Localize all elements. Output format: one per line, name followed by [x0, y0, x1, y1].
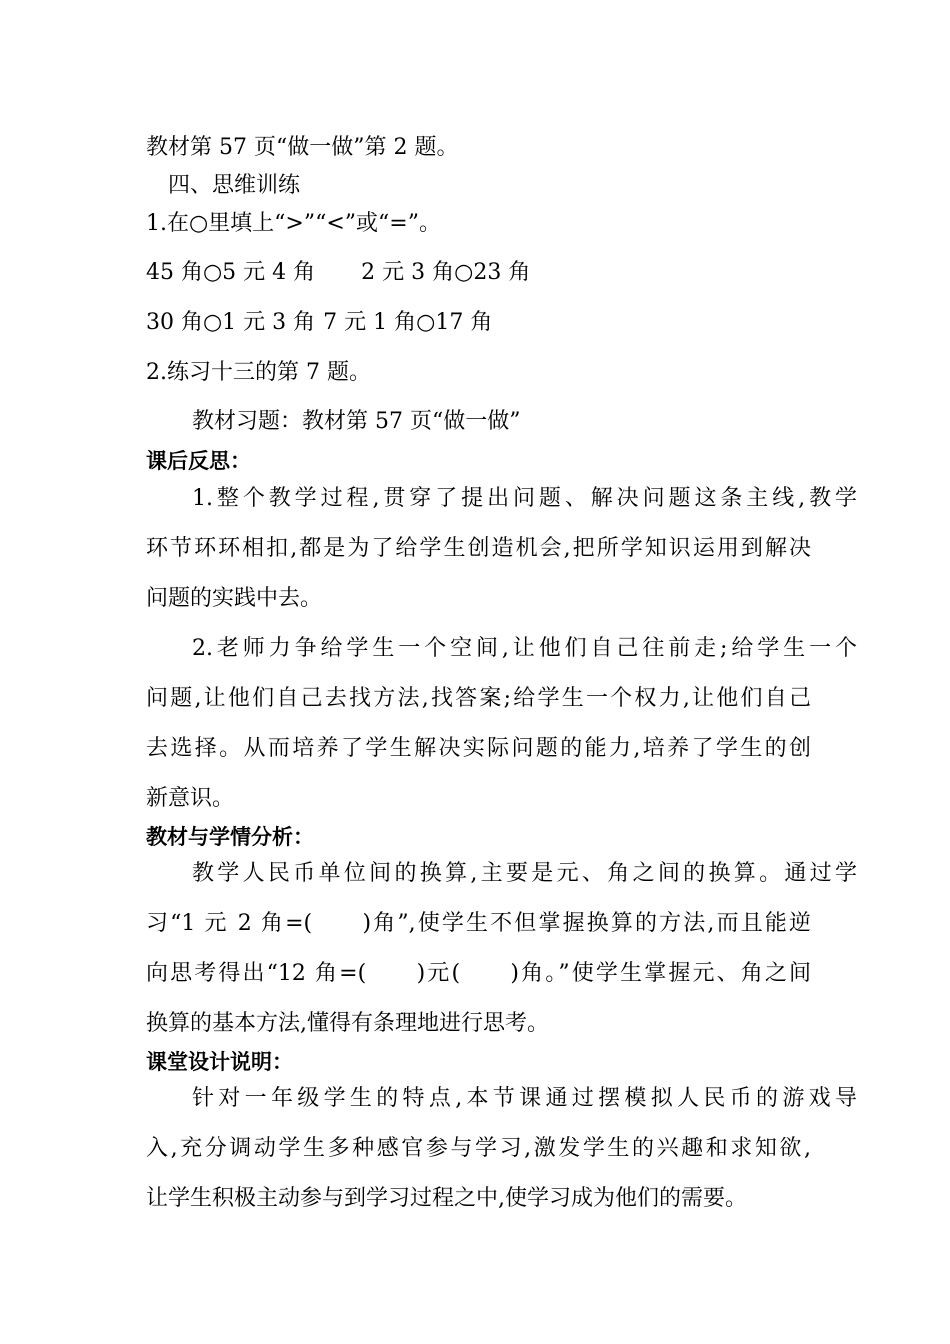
paragraph-line: 换算的基本方法,懂得有条理地进行思考。	[146, 1011, 549, 1036]
exercise-item: 30 角○1 元 3 角	[146, 310, 316, 335]
paragraph-line: 2.老师力争给学生一个空间,让他们自己往前走;给学生一个	[192, 636, 857, 661]
exercise-row	[146, 258, 811, 288]
paragraph-line: 1.整个教学过程,贯穿了提出问题、解决问题这条主线,教学	[192, 486, 857, 511]
heading-analysis: 教材与学情分析：	[146, 825, 314, 849]
heading-design: 课堂设计说明：	[146, 1050, 293, 1074]
paragraph-line: 针对一年级学生的特点,本节课通过摆模拟人民币的游戏导	[192, 1086, 857, 1111]
paragraph-line: 问题,让他们自己去找方法,找答案;给学生一个权力,让他们自己	[146, 686, 811, 711]
exercise-item: 7 元 1 角○17 角	[323, 310, 493, 335]
exercise-item: 45 角○5 元 4 角	[146, 260, 316, 285]
paragraph-line: 习“1 元 2 角=( )角”,使学生不但掌握换算的方法,而且能逆	[146, 911, 811, 936]
exercise-instruction: 1.在○里填上“>”“<”或“=”。	[146, 211, 441, 236]
paragraph-line: 入,充分调动学生多种感官参与学习,激发学生的兴趣和求知欲,	[146, 1136, 811, 1161]
exercise-item: 2 元 3 角○23 角	[361, 260, 531, 285]
exercise-row	[146, 308, 811, 338]
text-line: 教材习题：教材第 57 页“做一做”	[192, 409, 521, 434]
text-line: 教材第 57 页“做一做”第 2 题。	[146, 135, 459, 160]
paragraph-line: 新意识。	[146, 786, 235, 811]
paragraph-line: 问题的实践中去。	[146, 586, 323, 611]
section-title-thinking-training: 四、思维训练	[168, 173, 301, 198]
text-line: 2.练习十三的第 7 题。	[146, 360, 371, 385]
paragraph-line: 教学人民币单位间的换算,主要是元、角之间的换算。通过学	[192, 861, 857, 886]
paragraph-line: 去选择。从而培养了学生解决实际问题的能力,培养了学生的创	[146, 736, 811, 761]
paragraph-line: 环节环环相扣,都是为了给学生创造机会,把所学知识运用到解决	[146, 536, 811, 561]
heading-reflection: 课后反思：	[146, 449, 251, 473]
paragraph-line: 向思考得出“12 角=( )元( )角。”使学生掌握元、角之间	[146, 961, 811, 986]
paragraph-line: 让学生积极主动参与到学习过程之中,使学习成为他们的需要。	[146, 1186, 747, 1211]
